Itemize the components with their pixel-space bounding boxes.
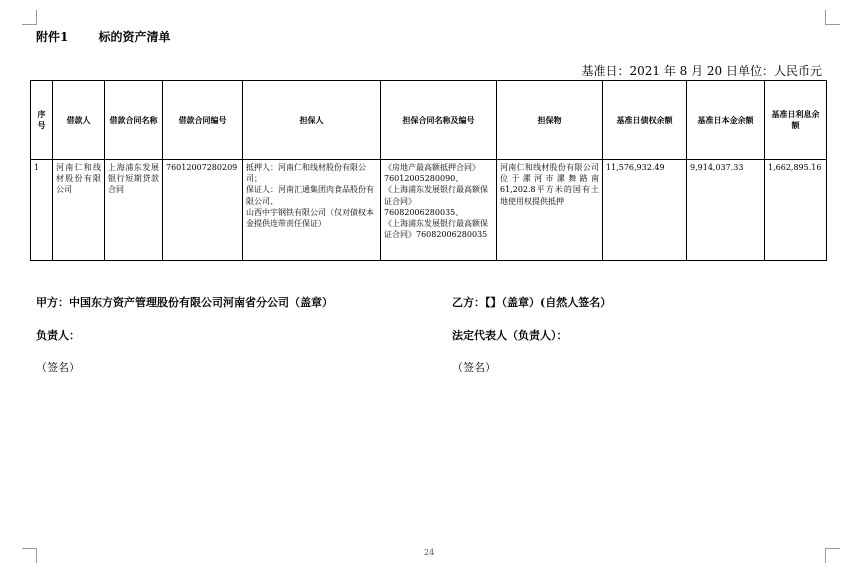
guarantor-line: 抵押人：河南仁和线材股份有限公司； <box>246 163 366 184</box>
attachment-label: 附件1 <box>36 30 69 44</box>
table-header-row <box>31 81 827 160</box>
crop-mark-bottom-right <box>825 548 840 563</box>
interest-balance-cell: 1,662,895.16 <box>765 160 827 261</box>
guarantor-cell <box>243 160 381 261</box>
header-cell: 担保物 <box>497 81 603 160</box>
header-cell: 基准日本金余额 <box>687 81 765 160</box>
principal-balance-cell: 9,914,037.33 <box>687 160 765 261</box>
borrower-cell: 河南仁和线材股份有限公司 <box>53 160 105 261</box>
guarantee-contract-line: 《房地产最高额抵押合同》76012005280090、 <box>384 163 480 184</box>
party-a-label: 甲方：中国东方资产管理股份有限公司河南省分公司（盖章） <box>36 296 333 309</box>
contract-number-cell: 76012007280209 <box>163 160 243 261</box>
header-cell: 担保合同名称及编号 <box>381 81 497 160</box>
guarantee-contract-line: 《上海浦东发展银行最高额保证合同》76082006280035 <box>384 218 488 240</box>
party-b-label: 乙方：【】（盖章）(自然人签名） <box>452 296 612 309</box>
contract-name-cell: 上海浦东发展银行短期贷款合同 <box>105 160 163 261</box>
document-heading <box>36 28 171 45</box>
crop-mark-bottom-left <box>22 548 37 563</box>
page-number: 24 <box>424 548 435 557</box>
claim-balance-cell: 11,576,932.49 <box>603 160 687 261</box>
crop-mark-top-left <box>22 10 37 25</box>
party-b-legal-representative: 法定代表人（负责人）： <box>452 329 568 342</box>
header-cell: 基准日债权余额 <box>603 81 687 160</box>
party-a-signature: （签名） <box>36 361 80 374</box>
guarantee-contracts-cell <box>381 160 497 261</box>
document-title: 标的资产清单 <box>98 30 171 44</box>
header-cell: 担保人 <box>243 81 381 160</box>
party-a-responsible-person: 负责人： <box>36 329 80 342</box>
crop-mark-top-right <box>825 10 840 25</box>
basis-date-unit: 基准日：2021 年 8 月 20 日单位：人民币元 <box>581 64 822 78</box>
header-cell: 序号 <box>31 81 53 160</box>
header-cell: 借款合同编号 <box>163 81 243 160</box>
guarantee-contract-line: 《上海浦东发展银行最高额保证合同》76082006280035、 <box>384 185 488 217</box>
guarantor-line: 山西中宇钢铁有限公司（仅对债权本金提供连带责任保证） <box>246 207 374 228</box>
row-number: 1 <box>31 160 53 261</box>
table-row <box>31 160 827 261</box>
header-cell: 借款人 <box>53 81 105 160</box>
header-cell: 借款合同名称 <box>105 81 163 160</box>
header-cell: 基准日利息余额 <box>765 81 827 160</box>
collateral-cell: 河南仁和线材股份有限公司位于漯河市漯舞路南61,202.8平方米的国有土地使用权提供抵押 <box>497 160 603 261</box>
guarantor-line: 保证人：河南汇通集团肉食品股份有限公司、 <box>246 185 374 206</box>
asset-list-table <box>30 80 827 261</box>
party-b-signature: （签名） <box>452 361 496 374</box>
